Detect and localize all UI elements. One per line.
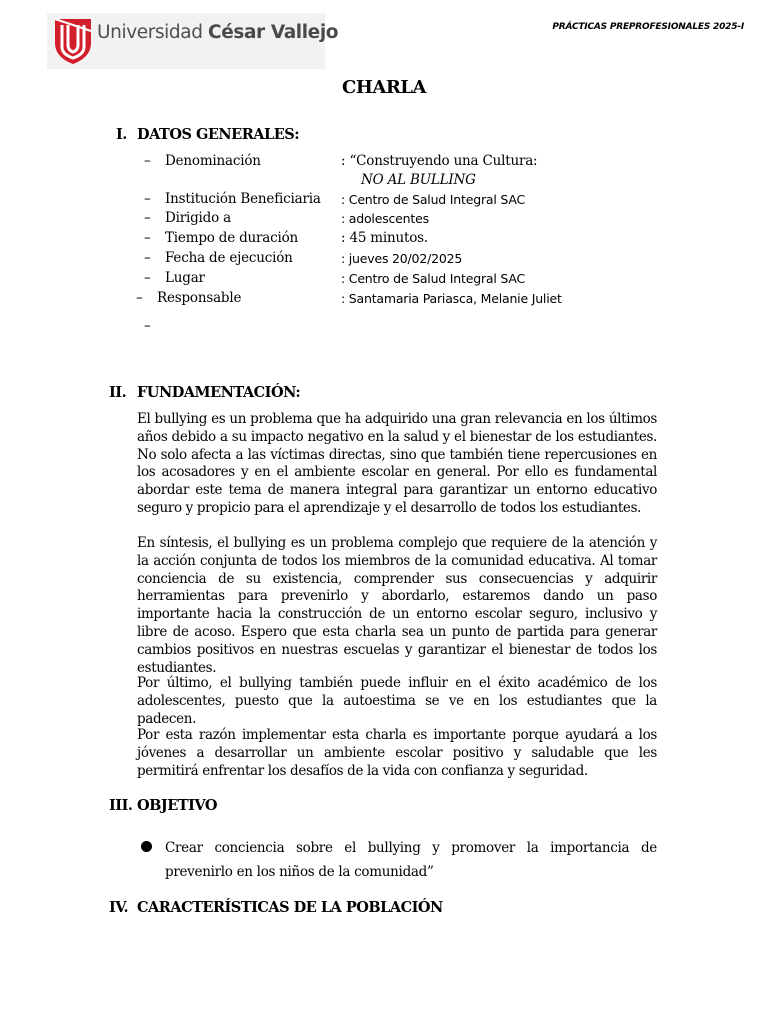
university-name: Universidad César Vallejo <box>97 22 339 43</box>
section-heading-datos-generales: I. DATOS GENERALES: <box>116 126 300 143</box>
paragraph-4: Por esta razón implementar esta charla es importante porque ayudará a los jóvenes a desarrollar un ambiente escolar positivo y saludable que les permitirá enfrentar los desafíos de la vida con confianza y seguridad. <box>137 727 657 779</box>
section-heading-objetivo: III. OBJETIVO <box>109 797 217 814</box>
paragraph-3: Por último, el bullying también puede influir en el éxito académico de los adolescentes, puesto que la autoestima se ve en los estudiantes que la padecen. <box>137 675 657 727</box>
document-title: CHARLA <box>342 77 426 98</box>
section-heading-caracteristicas: IV. CARACTERÍSTICAS DE LA POBLACIÓN <box>109 899 443 916</box>
university-shield-icon <box>53 17 93 65</box>
objective-item: Crear conciencia sobre el bullying y promover la importancia de prevenirlo en los niños de la comunidad” <box>165 840 657 880</box>
section-heading-fundamentacion: II. FUNDAMENTACIÓN: <box>109 384 301 401</box>
practice-period-label: PRÁCTICAS PREPROFESIONALES 2025-I <box>552 22 744 32</box>
paragraph-2: En síntesis, el bullying es un problema complejo que requiere de la atención y la acción conjunta de todos los miembros de la comunidad educativa. Al tomar conciencia de su existencia, comprender sus consecuencias y adquirir herramientas para prevenirlo y abordarlo, estaremos dando un paso importante hacia la construcción de un entorno escolar seguro, inclusivo y libre de acoso. Espero que esta charla sea un punto de partida para generar cambios positivos en nuestras escuelas y garantizar el bienestar de todos los estudiantes. <box>137 535 657 676</box>
paragraph-1: El bullying es un problema que ha adquirido una gran relevancia en los últimos años debido a su impacto negativo en la salud y el bienestar de los estudiantes. No solo afecta a las víctimas directas, sino que también tiene repercusiones en los acosadores y en el ambiente escolar en general. Por ello es fundamental abordar este tema de manera integral para garantizar un entorno educativo seguro y propicio para el aprendizaje y el desarrollo de todos los estudiantes. <box>137 411 657 516</box>
university-logo <box>47 13 339 69</box>
bullet-dot-icon <box>141 841 152 852</box>
